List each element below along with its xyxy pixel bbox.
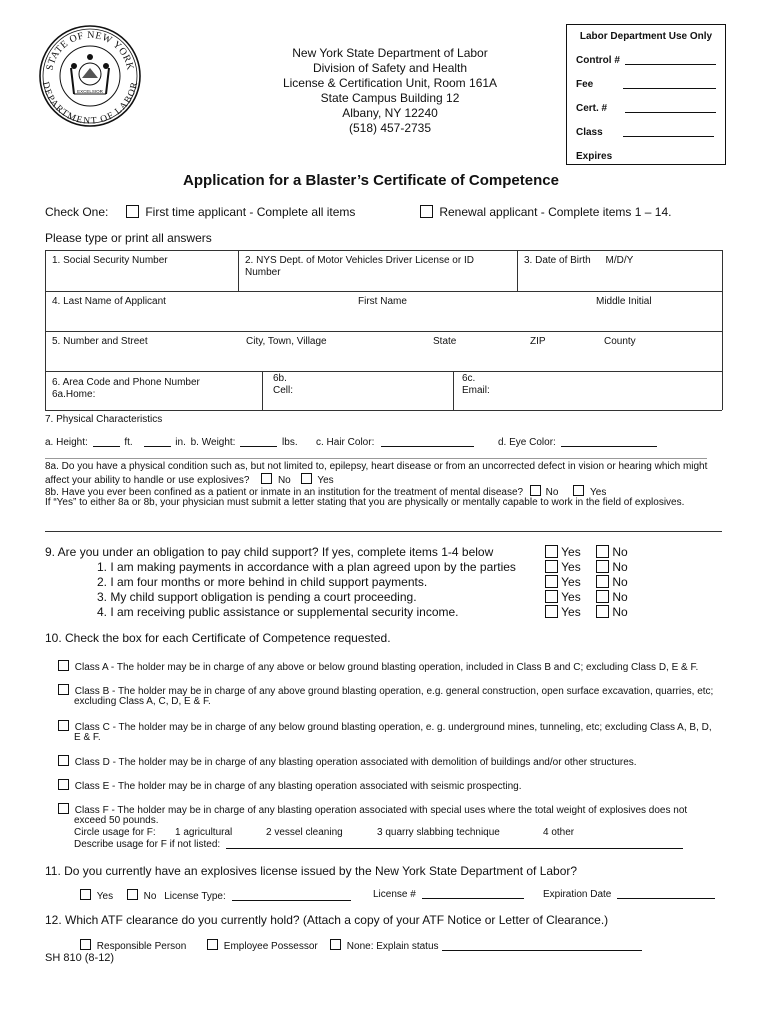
lbs-label: lbs.	[282, 437, 298, 448]
instructions: Please type or print all answers	[45, 231, 212, 245]
first-time-label: First time applicant - Complete all items	[145, 205, 356, 219]
q11-yes-checkbox[interactable]	[80, 889, 91, 900]
seal-top-text: STATE OF NEW YORK	[44, 29, 136, 72]
explain-status-field[interactable]	[442, 950, 642, 951]
cell-label-1: 6b.	[273, 373, 287, 384]
middle-initial-label: Middle Initial	[596, 296, 652, 307]
q11-no-label: No	[143, 891, 157, 902]
responsible-person-checkbox[interactable]	[80, 939, 91, 950]
expiration-label: Expiration Date	[543, 889, 612, 900]
weight-label: b. Weight:	[190, 437, 236, 448]
q10-heading: 10. Check the box for each Certificate of Competence requested.	[45, 631, 391, 645]
employee-possessor-label: Employee Possessor	[223, 941, 318, 952]
class-c-text-2: E & F.	[74, 732, 101, 743]
fee-field[interactable]	[623, 79, 716, 89]
height-in-field[interactable]	[144, 446, 171, 447]
q8a-no-checkbox[interactable]	[261, 473, 272, 484]
dob-field[interactable]	[518, 270, 721, 290]
q9-item-4: 4. I am receiving public assistance or supplemental security income.	[97, 605, 459, 619]
agency-name: New York State Department of Labor	[292, 46, 488, 60]
hair-field[interactable]	[381, 446, 474, 447]
responsible-person-label: Responsible Person	[96, 941, 187, 952]
q9-no-checkbox[interactable]	[596, 545, 609, 558]
q9-item-3: 3. My child support obligation is pending a court proceeding.	[97, 590, 417, 604]
renewal-checkbox[interactable]	[420, 205, 433, 218]
class-b-text-1: Class B - The holder may be in charge of any above ground blasting operation, e.g. general construction, open surface excavation, quarries, etc;	[74, 686, 714, 697]
height-ft-field[interactable]	[93, 446, 120, 447]
check-one-label: Check One:	[45, 205, 109, 219]
q8b-yes-checkbox[interactable]	[573, 485, 584, 496]
q8a-text-2: affect your ability to handle or use explosives?	[45, 475, 250, 486]
q9-1-yes-checkbox[interactable]	[545, 560, 558, 573]
in-label: in.	[175, 437, 186, 448]
license-type-label: License Type:	[164, 891, 226, 902]
q11-heading: 11. Do you currently have an explosives license issued by the New York State Department of Labor?	[45, 864, 578, 878]
building-name: State Campus Building 12	[320, 91, 460, 105]
email-label-1: 6c.	[462, 373, 476, 384]
q8b-no-label: No	[545, 487, 559, 498]
class-f-text-2: exceed 50 pounds.	[74, 815, 159, 826]
class-b-checkbox[interactable]	[58, 684, 69, 695]
svg-text:STATE OF NEW YORK	[44, 30, 135, 72]
eye-label: d. Eye Color:	[498, 437, 556, 448]
class-label: Class	[576, 127, 603, 138]
ft-label: ft.	[124, 437, 133, 448]
q9-2-yes-checkbox[interactable]	[545, 575, 558, 588]
ssn-label: 1. Social Security Number	[52, 255, 168, 266]
q8b-yes-label: Yes	[590, 487, 607, 498]
q9-3-yes-checkbox[interactable]	[545, 590, 558, 603]
hair-label: c. Hair Color:	[316, 437, 375, 448]
weight-field[interactable]	[240, 446, 277, 447]
class-f-checkbox[interactable]	[58, 803, 69, 814]
usage-option-2[interactable]: 2 vessel cleaning	[266, 827, 343, 838]
q9-2-no-checkbox[interactable]	[596, 575, 609, 588]
home-phone-label-1: 6. Area Code and Phone Number	[52, 377, 200, 388]
q8b-no-checkbox[interactable]	[530, 485, 541, 496]
q9-2-no-label: No	[612, 575, 628, 589]
unit-name: License & Certification Unit, Room 161A	[282, 76, 498, 90]
department-seal	[38, 24, 142, 128]
usage-option-1[interactable]: 1 agricultural	[175, 827, 233, 838]
q9-heading: 9. Are you under an obligation to pay child support? If yes, complete items 1-4 below	[45, 545, 494, 559]
address-field[interactable]	[46, 350, 721, 370]
q8a-yes-label: Yes	[317, 475, 334, 486]
form-number: SH 810 (8-12)	[45, 952, 115, 964]
q9-3-yes-label: Yes	[561, 590, 581, 604]
q9-yes-label: Yes	[561, 545, 581, 559]
q8-note: If “Yes” to either 8a or 8b, your physician must submit a letter stating that you are physically or mentally capable to work in the field of explosives.	[45, 497, 685, 508]
division-name: Division of Safety and Health	[312, 61, 468, 75]
name-field[interactable]	[46, 310, 721, 330]
usage-option-3[interactable]: 3 quarry slabbing technique	[377, 827, 500, 838]
license-number-field[interactable]	[422, 898, 524, 899]
class-c-text-1: Class C - The holder may be in charge of any below ground blasting operation, e. g. underground mines, tunneling, etc; excluding Class A, B, D,	[74, 722, 712, 733]
q9-2-yes-label: Yes	[561, 575, 581, 589]
license-type-field[interactable]	[232, 900, 351, 901]
svg-text:DEPARTMENT OF LABOR	[40, 81, 140, 127]
cert-label: Cert. #	[576, 103, 608, 114]
control-field[interactable]	[625, 55, 716, 65]
street-label: 5. Number and Street	[52, 336, 148, 347]
fee-label: Fee	[576, 79, 594, 90]
q8a-text-1: 8a. Do you have a physical condition such as, but not limited to, epilepsy, heart disease or from an uncorrected defect in vision or hearing which might	[45, 461, 708, 472]
q9-4-yes-label: Yes	[561, 605, 581, 619]
q9-yes-checkbox[interactable]	[545, 545, 558, 558]
section-divider	[45, 531, 722, 532]
renewal-label: Renewal applicant - Complete items 1 – 14.	[439, 205, 672, 219]
last-name-label: 4. Last Name of Applicant	[52, 296, 166, 307]
q9-3-no-label: No	[612, 590, 628, 604]
q9-1-no-label: No	[612, 560, 628, 574]
usage-option-4[interactable]: 4 other	[543, 827, 575, 838]
q9-item-1: 1. I am making payments in accordance with a plan agreed upon by the parties	[97, 560, 516, 574]
email-label-2: Email:	[462, 385, 490, 396]
dob-label: 3. Date of Birth	[524, 255, 591, 266]
class-a-text: Class A - The holder may be in charge of any above or below ground blasting operation, included in Class B and C; excluding Class D, E & F.	[74, 662, 699, 673]
circle-usage-label: Circle usage for F:	[74, 827, 156, 838]
employee-possessor-checkbox[interactable]	[207, 939, 218, 950]
control-label: Control #	[576, 55, 620, 66]
class-b-text-2: excluding Class A, C, D, E & F.	[74, 696, 211, 707]
dob-format: M/D/Y	[605, 255, 634, 266]
q9-1-no-checkbox[interactable]	[596, 560, 609, 573]
first-time-checkbox[interactable]	[126, 205, 139, 218]
q11-yes-label: Yes	[96, 891, 114, 902]
describe-usage-field[interactable]	[226, 848, 683, 849]
q9-4-yes-checkbox[interactable]	[545, 605, 558, 618]
seal-bottom-text: DEPARTMENT OF LABOR	[39, 81, 141, 127]
office-use-title: Labor Department Use Only	[579, 31, 713, 42]
q8b-text: 8b. Have you ever been confined as a patient or inmate in an institution for the treatment of mental disease?	[45, 487, 524, 498]
office-use-box	[566, 24, 726, 165]
cell-label-2: Cell:	[273, 385, 294, 396]
q9-no-label: No	[612, 545, 628, 559]
q12-heading: 12. Which ATF clearance do you currently hold? (Attach a copy of your ATF Notice or Letter of Clearance.)	[45, 913, 609, 927]
state-label: State	[433, 336, 457, 347]
expires-label: Expires	[576, 151, 613, 162]
city-address: Albany, NY 12240	[342, 106, 438, 120]
cert-field[interactable]	[625, 103, 716, 113]
eye-field[interactable]	[561, 446, 657, 447]
expiration-field[interactable]	[617, 898, 715, 899]
q8a-yes-checkbox[interactable]	[301, 473, 312, 484]
class-e-text: Class E - The holder may be in charge of any blasting operation associated with seismic prospecting.	[74, 781, 522, 792]
class-c-checkbox[interactable]	[58, 720, 69, 731]
dmv-label: 2. NYS Dept. of Motor Vehicles Driver License or ID Number	[245, 255, 474, 278]
q11-no-checkbox[interactable]	[127, 889, 138, 900]
zip-label: ZIP	[530, 336, 546, 347]
license-number-label: License #	[373, 889, 416, 900]
class-a-checkbox[interactable]	[58, 660, 69, 671]
class-d-checkbox[interactable]	[58, 755, 69, 766]
q9-4-no-label: No	[612, 605, 628, 619]
none-checkbox[interactable]	[330, 939, 341, 950]
q9-3-no-checkbox[interactable]	[596, 590, 609, 603]
first-name-label: First Name	[358, 296, 407, 307]
physical-heading: 7. Physical Characteristics	[45, 414, 163, 425]
seal-motto: EXCELSIOR	[77, 89, 103, 94]
class-d-text: Class D - The holder may be in charge of any blasting operation associated with demolition of buildings and/or other structures.	[74, 757, 637, 768]
q9-4-no-checkbox[interactable]	[596, 605, 609, 618]
county-label: County	[604, 336, 636, 347]
form-title: Application for a Blaster’s Certificate of Competence	[183, 172, 559, 189]
dmv-field[interactable]	[239, 279, 516, 290]
city-label: City, Town, Village	[246, 336, 327, 347]
home-phone-label-2: 6a.Home:	[52, 389, 96, 400]
agency-header	[240, 46, 540, 136]
class-f-text-1: Class F - The holder may be in charge of any blasting operation associated with special uses where the total weight of explosives does not	[74, 805, 688, 816]
ssn-field[interactable]	[46, 270, 237, 290]
agency-phone: (518) 457-2735	[348, 121, 432, 135]
section-divider	[45, 458, 707, 459]
q9-item-2: 2. I am four months or more behind in child support payments.	[97, 575, 428, 589]
q9-1-yes-label: Yes	[561, 560, 581, 574]
q8a-no-label: No	[277, 475, 291, 486]
describe-usage-label: Describe usage for F if not listed:	[74, 839, 221, 850]
height-label: a. Height:	[45, 437, 88, 448]
class-field[interactable]	[623, 127, 714, 137]
none-label: None: Explain status	[346, 941, 439, 952]
class-e-checkbox[interactable]	[58, 779, 69, 790]
